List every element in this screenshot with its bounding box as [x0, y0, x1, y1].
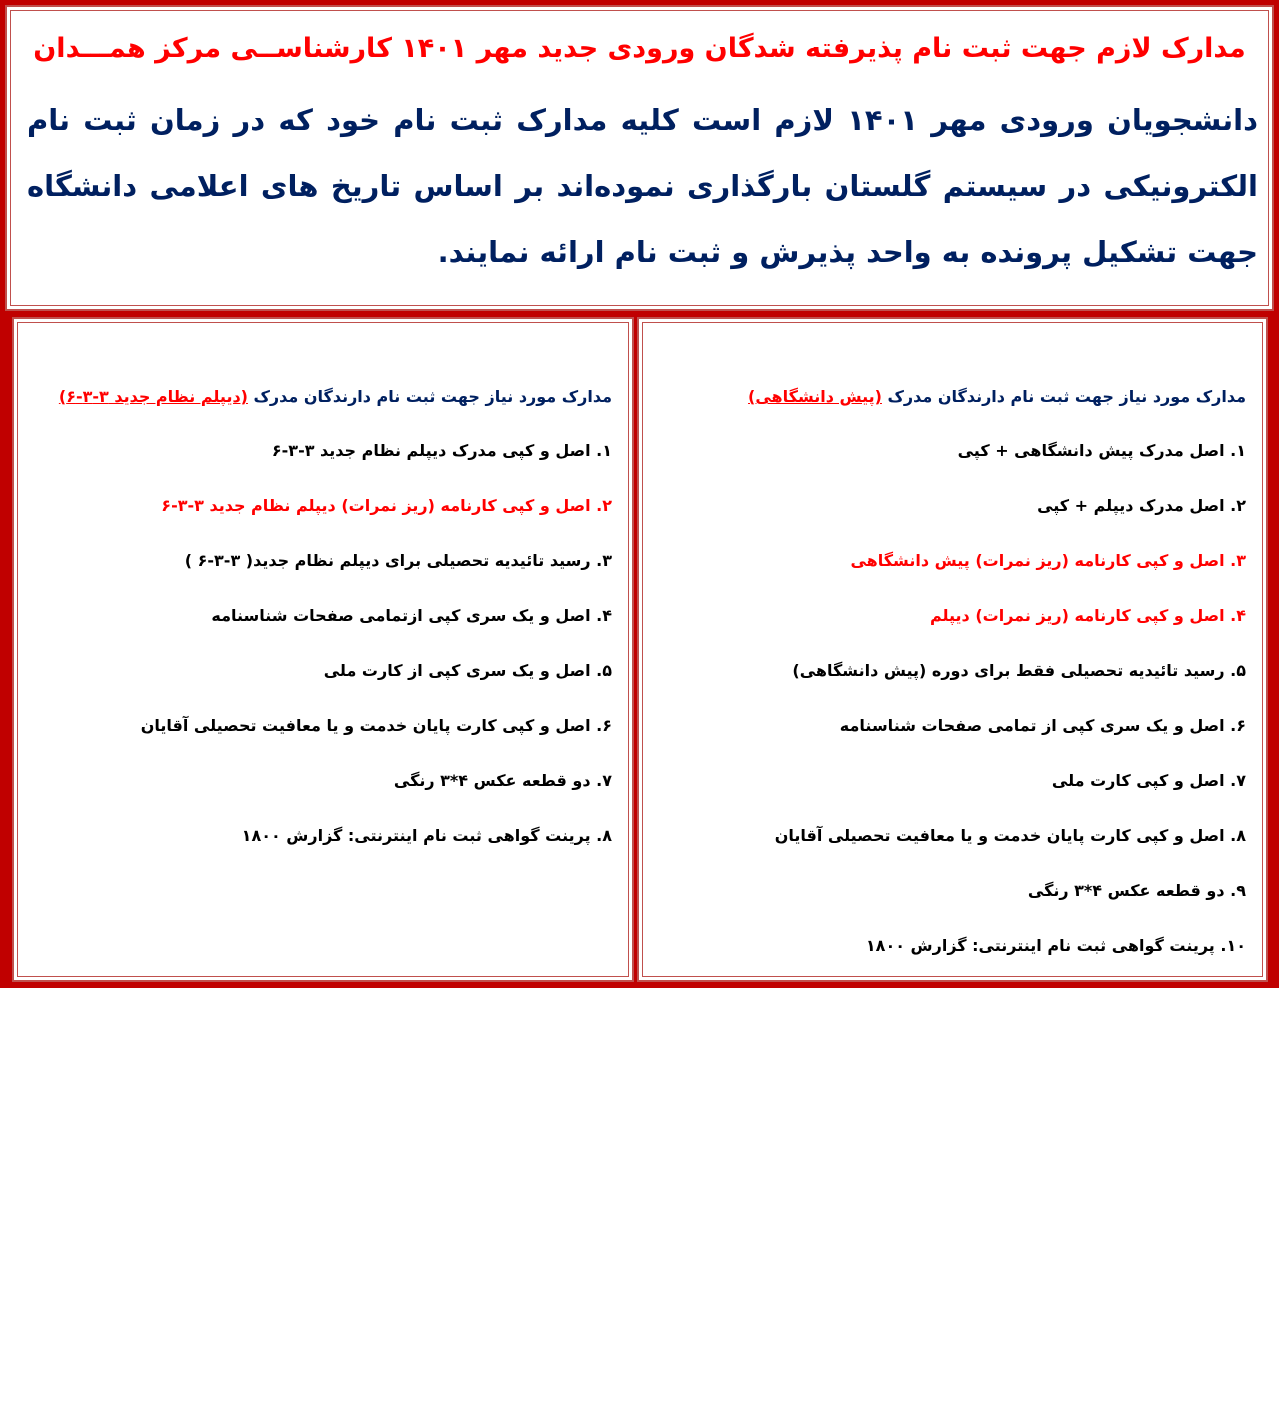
list-item-number: ۴.	[1230, 606, 1246, 625]
list-item	[651, 602, 1246, 657]
list-item-number: ۵.	[596, 661, 612, 680]
list-item-text: اصل و کپی کارنامه (ریز نمرات) پیش دانشگاهی	[850, 551, 1225, 570]
page-title: مدارک لازم جهت ثبت نام پذیرفته شدگان ورودی جدید مهر ۱۴۰۱ کارشناســی مرکز همـــدان	[33, 33, 1246, 64]
list-item-number: ۲.	[596, 496, 612, 515]
list-item	[26, 767, 612, 822]
list-item	[26, 492, 612, 547]
list-item-number: ۱.	[596, 441, 612, 460]
pre-university-content	[651, 383, 1246, 987]
list-item-text: اصل مدرک دیپلم + کپی	[1037, 496, 1225, 515]
list-item-text: اصل و یک سری کپی از کارت ملی	[323, 661, 591, 680]
list-item-text: اصل و کپی مدرک دیپلم نظام جدید ۳-۳-۶	[271, 441, 591, 460]
list-item-number: ۷.	[1230, 771, 1246, 790]
list-item-number: ۳.	[1230, 551, 1246, 570]
list-item	[651, 547, 1246, 602]
list-item-number: ۵.	[1230, 661, 1246, 680]
list-item-text: اصل و کپی کارنامه (ریز نمرات) دیپلم	[929, 606, 1225, 625]
list-item-text: اصل و کپی کارت پایان خدمت و یا معافیت تحصیلی آقایان	[774, 826, 1225, 845]
list-item-text: اصل و کپی کارت پایان خدمت و یا معافیت تحصیلی آقایان	[140, 716, 591, 735]
pre-university-column	[637, 317, 1268, 982]
list-item	[651, 877, 1246, 932]
list-item	[651, 822, 1246, 877]
list-item-number: ۸.	[1230, 826, 1246, 845]
list-item	[651, 657, 1246, 712]
list-item	[26, 712, 612, 767]
list-item	[26, 657, 612, 712]
pre-university-heading-prefix: مدارک مورد نیاز جهت ثبت نام دارندگان مدرک	[887, 387, 1246, 406]
list-item-text: پرینت گواهی ثبت نام اینترنتی: گزارش ۱۸۰۰	[865, 936, 1215, 955]
new-diploma-heading	[26, 383, 612, 411]
list-item-text: اصل و یک سری کپی از تمامی صفحات شناسنامه	[839, 716, 1225, 735]
list-item-text: اصل و یک سری کپی ازتمامی صفحات شناسنامه	[211, 606, 591, 625]
pre-university-heading	[651, 383, 1246, 411]
list-item-number: ۸.	[596, 826, 612, 845]
intro-paragraph: دانشجویان ورودی مهر ۱۴۰۱ لازم است کلیه مدارک ثبت نام خود که در زمان ثبت نام الکترونیکی در سیستم گلستان بارگذاری نموده‌اند بر اساس تاریخ های اعلامی دانشگاه جهت تشکیل پرونده به واحد پذیرش و ثبت نام ارائه نمایند.	[27, 103, 1258, 269]
pre-university-heading-highlight: (پیش دانشگاهی)	[748, 387, 882, 406]
list-item-number: ۷.	[596, 771, 612, 790]
list-item-text: اصل مدرک پیش دانشگاهی + کپی	[957, 441, 1225, 460]
new-diploma-heading-prefix: مدارک مورد نیاز جهت ثبت نام دارندگان مدرک	[253, 387, 612, 406]
list-item-number: ۳.	[596, 551, 612, 570]
list-item	[26, 822, 612, 877]
new-diploma-heading-highlight: (دیپلم نظام جدید ۳-۳-۶)	[58, 387, 248, 406]
header-box	[5, 5, 1274, 311]
list-item-text: دو قطعه عکس ۴*۳ رنگی	[393, 771, 591, 790]
list-item-number: ۶.	[596, 716, 612, 735]
list-item	[26, 547, 612, 602]
list-item-number: ۲.	[1230, 496, 1246, 515]
list-item-number: ۱.	[1230, 441, 1246, 460]
list-item	[651, 767, 1246, 822]
list-item-number: ۱۰.	[1220, 936, 1246, 955]
new-diploma-list	[26, 437, 612, 877]
list-item	[651, 932, 1246, 987]
new-diploma-content	[26, 383, 612, 877]
list-item-text: دو قطعه عکس ۴*۳ رنگی	[1027, 881, 1225, 900]
list-item	[651, 437, 1246, 492]
list-item	[26, 437, 612, 492]
list-item-text: رسید تائیدیه تحصیلی برای دیپلم نظام جدید( ۳-۳-۶ )	[184, 551, 591, 570]
new-diploma-column	[12, 317, 634, 982]
list-item-number: ۴.	[596, 606, 612, 625]
list-item	[26, 602, 612, 657]
list-item-text: اصل و کپی کارنامه (ریز نمرات) دیپلم نظام جدید ۳-۳-۶	[161, 496, 591, 515]
list-item-number: ۹.	[1230, 881, 1246, 900]
list-item-text: پرینت گواهی ثبت نام اینترنتی: گزارش ۱۸۰۰	[241, 826, 591, 845]
list-item	[651, 492, 1246, 547]
pre-university-list	[651, 437, 1246, 987]
list-item-text: رسید تائیدیه تحصیلی فقط برای دوره (پیش دانشگاهی)	[792, 661, 1225, 680]
list-item-text: اصل و کپی کارت ملی	[1051, 771, 1225, 790]
list-item	[651, 712, 1246, 767]
list-item-number: ۶.	[1230, 716, 1246, 735]
